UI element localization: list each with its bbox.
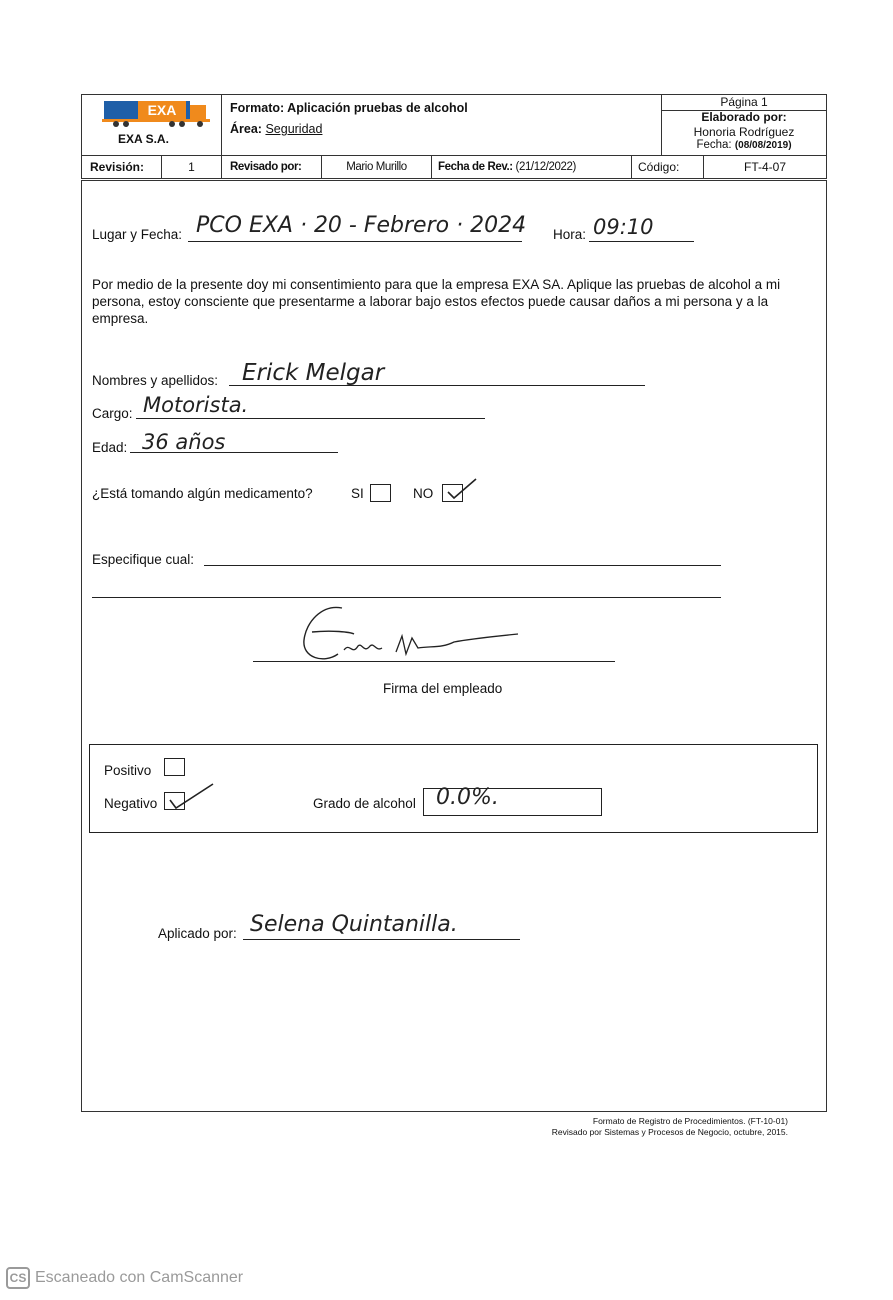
negative-label: Negativo [104,796,158,811]
place-date-label: Lugar y Fecha: [92,227,183,242]
area-label: Área: [230,122,262,136]
rev-date-value: (21/12/2022) [515,161,576,173]
position-field[interactable]: Motorista. [143,393,249,417]
consent-text: Por medio de la presente doy mi consentimiento para que la empresa EXA SA. Aplique las pruebas de alcohol a mi persona, estoy consciente que presentarme a laborar bajo estos efectos puede causar daños a mi persona y a la empresa. [92,277,781,326]
document-header [81,94,827,179]
date-label: Fecha: [696,139,732,151]
reviewed-label: Revisado por: [222,155,322,178]
date-value: (08/08/2019) [734,140,792,151]
elaborated-name: Honoria Rodríguez [693,125,795,139]
time-label: Hora: [553,227,587,242]
age-field[interactable]: 36 años [142,430,226,454]
title-cell [222,95,662,155]
position-label: Cargo: [92,406,133,421]
logo-text: EXA [147,102,177,118]
check-mark-icon [445,476,479,502]
applied-label: Aplicado por: [158,926,237,941]
rev-date [432,155,632,178]
author-cell [662,95,826,155]
elaborated-label: Elaborado por: [701,110,787,124]
revision-label: Revisión: [82,155,162,178]
no-label: NO [413,486,434,501]
elaborated-date [662,139,826,151]
rev-date-label: Fecha de Rev.: [438,161,513,173]
revision-value: 1 [162,155,222,178]
check-mark-icon [167,781,215,813]
code-value: FT-4-07 [704,155,826,178]
age-label: Edad: [92,440,128,455]
yes-label: SI [351,486,364,501]
applied-field[interactable]: Selena Quintanilla. [250,912,458,937]
employee-signature [292,602,524,666]
yes-checkbox[interactable] [370,484,391,502]
area-value: Seguridad [265,122,323,136]
place-date-field[interactable]: PCO EXA · 20 - Febrero · 2024 [196,213,527,238]
grade-label: Grado de alcohol [313,796,416,811]
page-number: Página 1 [662,95,826,111]
grade-value: 0.0%. [436,785,499,810]
time-field[interactable]: 09:10 [593,215,654,239]
footer-line-2: Revisado por Sistemas y Procesos de Negocio, octubre, 2015. [551,1127,788,1137]
name-label: Nombres y apellidos: [92,373,219,388]
name-field[interactable]: Erick Melgar [242,360,385,386]
company-name: EXA S.A. [118,132,169,146]
camscanner-text: Escaneado con CamScanner [35,1269,244,1286]
no-checkbox[interactable] [442,484,463,502]
format-title: Formato: Aplicación pruebas de alcohol [230,101,468,115]
grade-field[interactable] [423,785,602,816]
footer-note [500,1116,788,1138]
logo-cell [82,95,222,155]
camscanner-watermark [6,1267,243,1289]
area-line [230,122,322,136]
medication-question: ¿Está tomando algún medicamento? [92,486,313,501]
signature-label: Firma del empleado [383,681,503,696]
reviewed-value: Mario Murillo [322,155,432,178]
negative-checkbox[interactable] [164,792,185,810]
code-label: Código: [632,155,704,178]
specify-label: Especifique cual: [92,552,195,567]
footer-line-1: Formato de Registro de Procedimientos. (FT-10-01) [592,1116,788,1126]
positive-checkbox[interactable] [164,758,185,776]
truck-logo-icon [102,99,214,131]
positive-label: Positivo [104,763,152,778]
camscanner-icon: CS [6,1267,30,1289]
